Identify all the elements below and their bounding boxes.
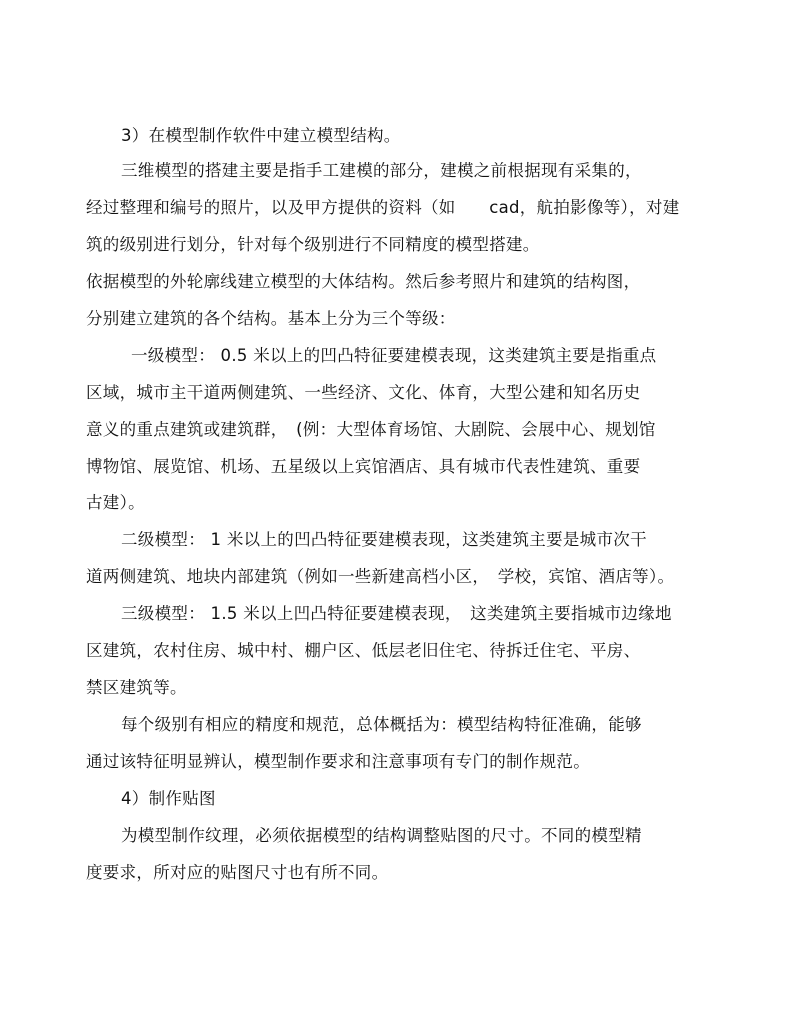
section-heading-4: 4）制作贴图 bbox=[121, 789, 216, 808]
paragraph-line: 禁区建筑等。 bbox=[86, 678, 187, 697]
paragraph-line: 道两侧建筑、地块内部建筑（例如一些新建高档小区， 学校，宾馆、酒店等）。 bbox=[86, 567, 675, 586]
paragraph-line: 度要求，所对应的贴图尺寸也有所不同。 bbox=[86, 863, 389, 882]
section-heading-3: 3）在模型制作软件中建立模型结构。 bbox=[121, 126, 401, 145]
paragraph-line: 分别建立建筑的各个结构。基本上分为三个等级： bbox=[86, 309, 456, 328]
paragraph-line: 经过整理和编号的照片，以及甲方提供的资料（如 cad，航拍影像等），对建 bbox=[86, 198, 680, 217]
level-two-line: 二级模型： 1 米以上的凹凸特征要建模表现，这类建筑主要是城市次干 bbox=[121, 530, 647, 549]
paragraph-line: 古建）。 bbox=[86, 493, 145, 512]
paragraph-line: 每个级别有相应的精度和规范，总体概括为：模型结构特征准确，能够 bbox=[121, 715, 642, 734]
paragraph-line: 区域，城市主干道两侧建筑、一些经济、文化、体育，大型公建和知名历史 bbox=[86, 383, 641, 402]
paragraph-line: 博物馆、展览馆、机场、五星级以上宾馆酒店、具有城市代表性建筑、重要 bbox=[86, 457, 641, 476]
paragraph-line: 三维模型的搭建主要是指手工建模的部分，建模之前根据现有采集的， bbox=[121, 161, 642, 180]
level-three-line: 三级模型： 1.5 米以上凹凸特征要建模表现， 这类建筑主要指城市边缘地 bbox=[121, 604, 672, 623]
level-one-line: 一级模型： 0.5 米以上的凹凸特征要建模表现，这类建筑主要是指重点 bbox=[131, 346, 657, 365]
paragraph-line: 依据模型的外轮廓线建立模型的大体结构。然后参考照片和建筑的结构图， bbox=[86, 272, 641, 291]
paragraph-line: 通过该特征明显辨认，模型制作要求和注意事项有专门的制作规范。 bbox=[86, 752, 590, 771]
paragraph-line: 区建筑，农村住房、城中村、棚户区、低层老旧住宅、待拆迁住宅、平房、 bbox=[86, 641, 641, 660]
paragraph-line: 为模型制作纹理，必须依据模型的结构调整贴图的尺寸。不同的模型精 bbox=[121, 826, 642, 845]
paragraph-line: 意义的重点建筑或建筑群， (例：大型体育场馆、大剧院、会展中心、规划馆 bbox=[86, 420, 656, 439]
paragraph-line: 筑的级别进行划分，针对每个级别进行不同精度的模型搭建。 bbox=[86, 235, 540, 254]
